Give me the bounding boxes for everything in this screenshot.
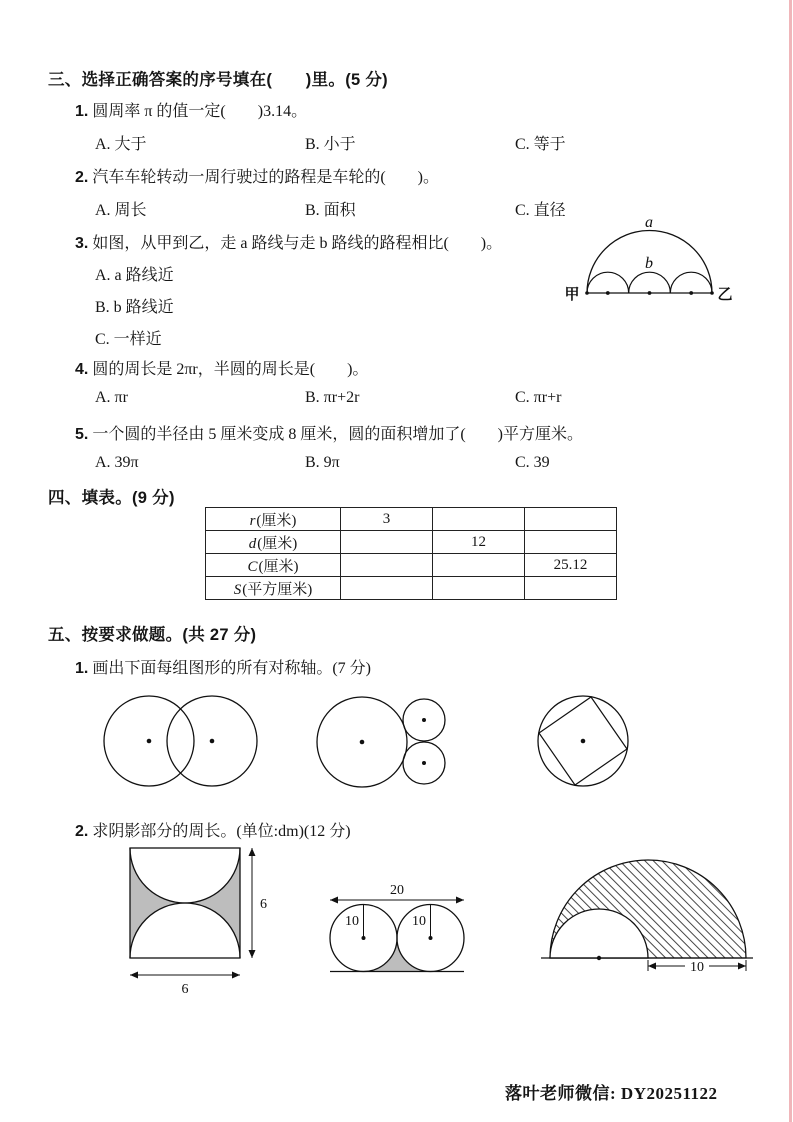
- cell-d-3: [525, 531, 617, 554]
- center-dot: [210, 739, 215, 744]
- row-var-d: d: [248, 535, 257, 552]
- question-4-stem: 圆的周长是 2πr，半圆的周长是( )。: [92, 361, 369, 378]
- page-edge-line: [789, 0, 792, 1122]
- center-dot: [581, 739, 586, 744]
- label-width: 20: [390, 883, 404, 898]
- question-2-stem: 汽车车轮转动一周行驶过的路程是车轮的( )。: [92, 169, 440, 186]
- table-row-d: [206, 531, 617, 554]
- q2-option-b: B. 面积: [305, 202, 356, 219]
- fill-table: [205, 507, 617, 600]
- question-3-number: 3.: [75, 235, 89, 252]
- symmetry-figure-tangent-circles: [312, 690, 457, 795]
- q4-option-c: C. πr+r: [515, 389, 562, 406]
- q1-option-a: A. 大于: [95, 136, 147, 153]
- cell-d-1: [341, 531, 433, 554]
- question-1-stem: 圆周率 π 的值一定( )3.14。: [92, 103, 308, 120]
- label-side-right: 6: [260, 897, 267, 912]
- cell-r-3: [525, 508, 617, 531]
- row-var-c: C: [247, 558, 258, 575]
- row-header-d: [206, 531, 341, 554]
- cell-d-2: 12: [433, 531, 525, 554]
- task-1: [75, 655, 371, 678]
- footer-teacher-info: 落叶老师微信: DY20251122: [505, 1084, 718, 1103]
- dimension-right: [249, 848, 268, 958]
- q5-option-a: A. 39π: [95, 454, 139, 471]
- table-row-r: [206, 508, 617, 531]
- cell-r-2: [433, 508, 525, 531]
- center-dot: [597, 956, 601, 960]
- question-5: [75, 421, 583, 444]
- cell-s-2: [433, 577, 525, 600]
- label-route-a: a: [645, 215, 653, 231]
- label-route-b: b: [645, 255, 653, 272]
- cell-s-3: [525, 577, 617, 600]
- center-dot: [422, 761, 426, 765]
- q5-option-b: B. 9π: [305, 454, 340, 471]
- cell-c-3: 25.12: [525, 554, 617, 577]
- question-4: [75, 356, 368, 379]
- question-1-number: 1.: [75, 103, 89, 120]
- q1-option-c: C. 等于: [515, 136, 566, 153]
- q4-option-a: A. πr: [95, 389, 128, 406]
- row-unit-r: (厘米): [256, 512, 297, 529]
- symmetry-figure-overlapping-circles: [98, 692, 268, 792]
- center-dot: [429, 936, 433, 940]
- center-dot: [147, 739, 152, 744]
- radius-line-2: [412, 905, 431, 939]
- q1-option-b: B. 小于: [305, 136, 356, 153]
- row-header-s: [206, 577, 341, 600]
- task-1-number: 1.: [75, 660, 89, 677]
- row-var-r: r: [249, 512, 256, 529]
- cell-r-1: 3: [341, 508, 433, 531]
- cell-c-1: [341, 554, 433, 577]
- q2-option-a: A. 周长: [95, 202, 147, 219]
- center-dot: [422, 718, 426, 722]
- row-header-r: [206, 508, 341, 531]
- label-end-yi: 乙: [717, 287, 733, 303]
- question-5-number: 5.: [75, 426, 89, 443]
- q3-option-c: C. 一样近: [95, 331, 162, 348]
- section-4-title: 四、填表。(9 分): [48, 489, 175, 507]
- row-unit-c: (厘米): [258, 558, 299, 575]
- label-radius-1: 10: [345, 914, 359, 929]
- question-2: [75, 164, 439, 187]
- section-5-title: 五、按要求做题。(共 27 分): [48, 626, 257, 644]
- section-3-title: 三、选择正确答案的序号填在( )里。(5 分): [48, 71, 388, 89]
- shaded-figure-two-circles: [322, 880, 472, 980]
- dimension-bottom: [130, 972, 240, 998]
- dimension-top: [330, 883, 464, 904]
- radius-line-1: [345, 905, 364, 939]
- center-dot: [362, 936, 366, 940]
- q4-option-b: B. πr+2r: [305, 389, 360, 406]
- table-row-s: [206, 577, 617, 600]
- row-header-c: [206, 554, 341, 577]
- task-2: [75, 818, 351, 841]
- row-unit-d: (厘米): [257, 535, 298, 552]
- route-diagram-illustration: [552, 215, 747, 310]
- label-side-bottom: 6: [181, 982, 189, 997]
- task-2-text: 求阴影部分的周长。(单位:dm)(12 分): [92, 823, 351, 840]
- label-radius: 10: [690, 960, 704, 975]
- question-2-number: 2.: [75, 169, 89, 186]
- question-4-number: 4.: [75, 361, 89, 378]
- shaded-figure-semicircle: [535, 857, 770, 977]
- shaded-figure-square: [122, 842, 287, 997]
- route-b-arcs: [587, 272, 712, 293]
- question-5-stem: 一个圆的半径由 5 厘米变成 8 厘米，圆的面积增加了( )平方厘米。: [92, 426, 584, 443]
- question-3-stem: 如图，从甲到乙，走 a 路线与走 b 路线的路程相比( )。: [92, 235, 503, 252]
- symmetry-figure-inscribed-square: [533, 691, 633, 791]
- table-row-c: [206, 554, 617, 577]
- center-dot: [360, 740, 365, 745]
- cell-c-2: [433, 554, 525, 577]
- row-var-s: S: [233, 581, 242, 598]
- q2-option-c: C. 直径: [515, 202, 566, 219]
- cell-s-1: [341, 577, 433, 600]
- row-unit-s: (平方厘米): [242, 581, 313, 598]
- q5-option-c: C. 39: [515, 454, 550, 471]
- question-1: [75, 98, 307, 121]
- q3-option-a: A. a 路线近: [95, 267, 174, 284]
- task-1-text: 画出下面每组图形的所有对称轴。(7 分): [92, 660, 372, 677]
- q3-option-b: B. b 路线近: [95, 299, 174, 316]
- task-2-number: 2.: [75, 823, 89, 840]
- dimension-radius: [648, 960, 746, 975]
- label-radius-2: 10: [412, 914, 426, 929]
- question-3: [75, 230, 502, 253]
- label-start-jia: 甲: [564, 287, 580, 303]
